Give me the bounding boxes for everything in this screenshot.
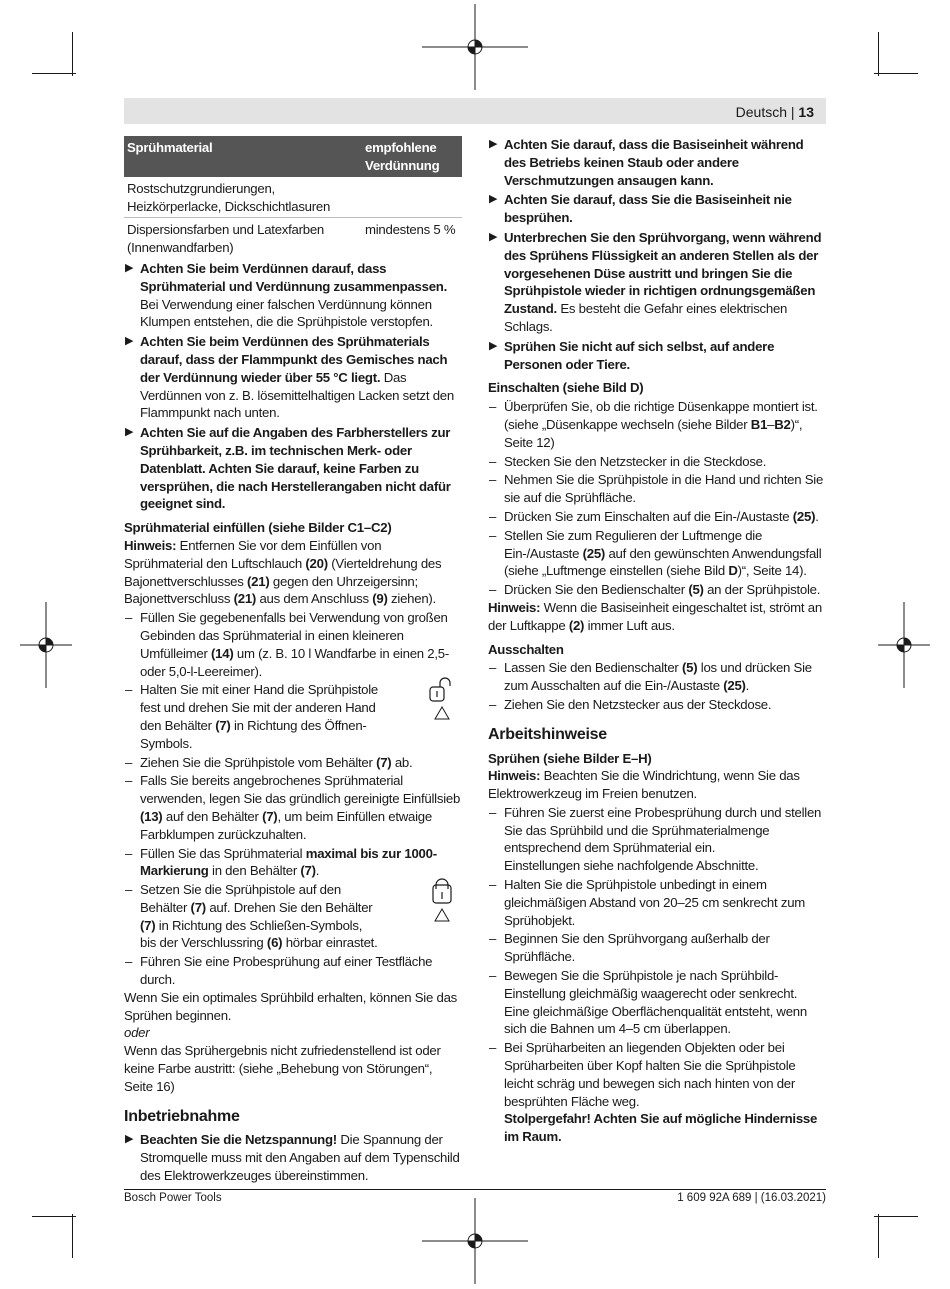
ref-number: (7): [262, 808, 278, 824]
paragraph: Wenn Sie ein optimales Sprühbild erhalten, können Sie das Sprühen beginnen.: [124, 989, 457, 1023]
step-item: [488, 930, 826, 966]
warning-item: [488, 191, 826, 227]
text: .: [315, 863, 320, 879]
warning-item: [488, 338, 826, 374]
step-item: [488, 1039, 826, 1146]
table-row: [124, 218, 462, 259]
footer-rule: [124, 1189, 826, 1190]
section-heading: Sprühmaterial einfüllen (siehe Bilder C1–C2): [124, 520, 392, 536]
dash-bullet: –: [489, 527, 497, 543]
step-item: [124, 772, 462, 843]
warning-item: [488, 136, 826, 189]
warning-text: Bei Verwendung einer falschen Verdünnung können Klumpen entstehen, die die Sprühpistole verstopfen.: [140, 296, 433, 330]
section-heading: Inbetriebnahme: [124, 1107, 240, 1125]
figure-ref: D: [728, 563, 738, 579]
warning-bold: Unterbrechen Sie den Sprühvorgang, wenn während des Sprühens Flüssigkeit an anderen Stellen als der vorgesehenen Düse austritt und bringen Sie die Sprühpistole wieder in richtigen ordnungsgemäßen Zustand.: [504, 229, 822, 317]
step-item: [488, 398, 826, 451]
warning-item: [124, 424, 462, 513]
warning-bold: Achten Sie darauf, dass die Basiseinheit während des Betriebs keinen Staub oder andere Verschmutzungen ansaugen kann.: [504, 137, 804, 188]
crop-mark: [72, 1214, 73, 1258]
section-heading: Ausschalten: [488, 641, 564, 657]
ref-number: (14): [211, 645, 234, 661]
section-heading: Sprühen (siehe Bilder E–H): [488, 750, 652, 766]
ref-number: (7): [140, 917, 156, 933]
text: hörbar einrastet.: [282, 935, 378, 951]
section-heading: Einschalten (siehe Bild D): [488, 380, 644, 396]
step-item: [124, 881, 462, 952]
ref-number: (21): [233, 591, 257, 607]
crop-mark: [32, 1216, 76, 1217]
emphasis: maximal bis zur 1000-Markierung: [140, 845, 437, 879]
triangle-bullet-icon: ▶: [125, 262, 134, 274]
crop-mark: [878, 32, 879, 76]
dash-bullet: –: [125, 954, 133, 970]
triangle-bullet-icon: ▶: [489, 230, 498, 243]
warning-item: [124, 1131, 462, 1184]
text: Bewegen Sie die Sprühpistole je nach Sprühbild-Einstellung gleichmäßig waagerecht oder senkrecht.: [504, 968, 798, 1001]
triangle-bullet-icon: ▶: [489, 138, 498, 150]
table-header: empfohlene Verdünnung: [362, 136, 462, 177]
dash-bullet: –: [489, 1040, 497, 1056]
page-number: 13: [798, 104, 814, 120]
warning-bold: Achten Sie beim Verdünnen darauf, dass Sprühmaterial und Verdünnung zusammenpassen.: [140, 261, 448, 294]
text: los und drücken Sie zum Ausschalten auf die Ein-/Austaste: [504, 660, 812, 694]
text: , um beim Einfüllen etwaige Farbklumpen zurückzuhalten.: [140, 808, 432, 842]
dash-bullet: –: [125, 773, 133, 789]
crop-mark: [72, 32, 73, 76]
text: Beachten Sie die Windrichtung, wenn Sie das Elektrowerkzeug im Freien benutzen.: [488, 768, 800, 802]
hinweis-paragraph: [124, 537, 462, 608]
step-item: [124, 754, 462, 772]
text: an der Sprühpistole.: [703, 582, 821, 598]
ref-number: (7): [190, 899, 206, 915]
dash-bullet: –: [125, 754, 133, 770]
text: .: [745, 678, 750, 694]
dash-bullet: –: [125, 610, 133, 626]
figure-ref: B1: [750, 416, 768, 432]
step-item: [488, 471, 826, 507]
ref-number: (21): [247, 573, 270, 589]
text: Lassen Sie den Bedienschalter: [504, 660, 682, 676]
text: Nehmen Sie die Sprühpistole in die Hand und richten Sie sie auf die Sprühfläche.: [504, 472, 824, 506]
ref-number: (25): [792, 508, 816, 524]
registration-mark-icon: [876, 600, 932, 690]
step-item: [124, 953, 462, 989]
warning-bold: Achten Sie beim Verdünnen des Sprühmaterials darauf, dass der Flammpunkt des Gemisches nach der Verdünnung wieder über 55 °C liegt.: [140, 334, 448, 385]
table-row: [124, 177, 462, 218]
warning-bold: Achten Sie darauf, dass Sie die Basiseinheit nie besprühen.: [504, 192, 792, 226]
text: Beginnen Sie den Sprühvorgang außerhalb der Sprühfläche.: [504, 931, 770, 965]
figure-ref: B2: [774, 416, 791, 432]
triangle-bullet-icon: ▶: [125, 426, 134, 439]
triangle-bullet-icon: ▶: [489, 339, 498, 352]
text: Führen Sie eine Probesprühung auf einer Testfläche durch.: [140, 954, 433, 988]
triangle-bullet-icon: ▶: [125, 335, 134, 348]
warning-bold: Achten Sie auf die Angaben des Farbherstellers zur Sprühbarkeit, z.B. im technischen Merk- oder Datenblatt. Achten Sie darauf, keine Farben zu versprühen, die nach Herstellerangaben nicht dafür geeignet sind.: [140, 425, 451, 512]
text: auf den Behälter: [162, 808, 263, 824]
ref-number: (25): [582, 545, 606, 561]
step-item: [124, 681, 462, 752]
text: Drücken Sie den Bedienschalter: [504, 582, 689, 598]
text: Füllen Sie gegebenenfalls bei Verwendung von großen Gebinden das Sprühmaterial in einen kleineren Umfülleimer: [140, 610, 448, 661]
step-item: [488, 876, 826, 929]
page-header-bar: [124, 98, 826, 124]
text: Bei Sprüharbeiten an liegenden Objekten oder bei Sprüharbeiten über Kopf halten Sie die Sprühpistole leicht schräg und bewegen sich nach hinten von der besprühten Fläche weg.: [504, 1040, 796, 1109]
registration-mark-icon: [420, 1196, 530, 1286]
text: Eine gleichmäßige Oberflächenqualität entsteht, wenn sich die Bahnen um 4–5 cm überlappen.: [504, 1003, 807, 1037]
text: in den Behälter: [208, 863, 301, 879]
text: ab.: [391, 754, 413, 770]
warning-text: Es besteht die Gefahr eines elektrischen Schlags.: [504, 301, 788, 334]
text: aus dem Anschluss: [256, 591, 373, 607]
text: Ziehen Sie den Netzstecker aus der Steckdose.: [504, 696, 772, 712]
ref-number: (5): [681, 660, 698, 676]
step-item: [488, 453, 826, 471]
table-cell: Dispersionsfarben und Latexfarben (Innenwandfarben): [127, 222, 325, 255]
text: ziehen).: [387, 591, 436, 607]
ref-number: (2): [568, 617, 585, 633]
header-separator: |: [790, 104, 795, 120]
table-header-row: [124, 136, 462, 177]
hinweis-label: Hinweis:: [124, 537, 177, 553]
warning-bold: Stolpergefahr! Achten Sie auf mögliche Hindernisse im Raum.: [504, 1111, 818, 1145]
dash-bullet: –: [489, 453, 497, 469]
text: gegen den Uhrzeigersinn; Bajonettverschluss: [124, 573, 418, 607]
text: )“, Seite 12): [504, 416, 803, 450]
text: Wenn die Basiseinheit eingeschaltet ist, strömt an der Luftkappe: [488, 599, 822, 633]
table-cell: Rostschutzgrundierungen, Heizkörperlacke, Dickschichtlasuren: [124, 177, 362, 218]
text: Führen Sie zuerst eine Probesprühung durch und stellen Sie das Sprühbild und die Sprühmaterialmenge entsprechend dem Sprühmaterial ein.: [504, 804, 822, 856]
text: Einstellungen siehe nachfolgende Abschnitte.: [504, 858, 759, 874]
step-item: [488, 659, 826, 695]
dash-bullet: –: [489, 877, 497, 893]
hinweis-label: Hinweis:: [488, 599, 541, 615]
registration-mark-icon: [420, 2, 530, 92]
registration-mark-icon: [18, 600, 74, 690]
step-item: [124, 845, 462, 881]
warning-bold: Beachten Sie die Netzspannung!: [140, 1132, 337, 1148]
dash-bullet: –: [489, 931, 497, 947]
crop-mark: [878, 1214, 879, 1258]
triangle-bullet-icon: ▶: [489, 193, 498, 206]
page-header: [736, 104, 814, 120]
crop-mark: [874, 1216, 918, 1217]
text: (Vierteldrehung des Bajonettverschlusses: [124, 555, 442, 589]
hinweis-paragraph: [488, 599, 826, 635]
lock-icon: [424, 875, 460, 925]
hinweis-label: Hinweis:: [488, 768, 541, 784]
dilution-table: [124, 136, 462, 258]
footer-left: Bosch Power Tools: [124, 1192, 222, 1204]
footer-right: 1 609 92A 689 | (16.03.2021): [677, 1192, 826, 1204]
dash-bullet: –: [489, 968, 497, 984]
warning-item: [124, 333, 462, 422]
section-heading: Arbeitshinweise: [488, 725, 607, 743]
ref-number: (20): [305, 555, 328, 571]
step-item: [488, 527, 826, 580]
unlock-icon: [424, 675, 460, 723]
dash-bullet: –: [125, 845, 133, 861]
text: Halten Sie die Sprühpistole unbedingt in einem gleichmäßigen Abstand von 20–25 cm senkrecht zum Sprühobjekt.: [504, 877, 806, 928]
hinweis-paragraph: [488, 767, 826, 803]
text: Halten Sie mit einer Hand die Sprühpistole fest und drehen Sie mit der anderen Hand den Behälter: [140, 682, 379, 733]
triangle-bullet-icon: ▶: [125, 1133, 134, 1146]
ref-number: (7): [300, 863, 316, 879]
warning-item: [488, 229, 826, 336]
step-item: [488, 508, 826, 526]
ref-number: (6): [266, 935, 283, 951]
warning-bold: Sprühen Sie nicht auf sich selbst, auf andere Personen oder Tiere.: [504, 338, 775, 372]
warning-item: [124, 260, 462, 331]
header-section: Deutsch: [735, 104, 787, 120]
step-item: [488, 967, 826, 1038]
warning-text: Das Verdünnen von z. B. lösemittelhaltigen Lacken setzt den Flammpunkt nach unten.: [140, 369, 454, 421]
dash-bullet: –: [489, 696, 497, 712]
left-column: [124, 136, 462, 1185]
step-item: [488, 804, 826, 875]
table-cell: mindestens 5 %: [365, 222, 456, 237]
ref-number: (7): [215, 717, 231, 733]
text: in Richtung des Schließen-Symbols, bis der Verschlussring: [140, 917, 363, 951]
dash-bullet: –: [125, 682, 133, 698]
text: Stellen Sie zum Regulieren der Luftmenge die Ein-/Austaste: [504, 527, 763, 561]
text: auf. Drehen Sie den Behälter: [205, 899, 373, 915]
warning-text: Die Spannung der Stromquelle muss mit den Angaben auf dem Typenschild des Elektrowerkzeuges übereinstimmen.: [140, 1132, 460, 1184]
dash-bullet: –: [489, 804, 497, 820]
text: Setzen Sie die Sprühpistole auf den Behälter: [140, 882, 341, 915]
paragraph-oder: oder: [124, 1025, 150, 1041]
text: in Richtung des Öffnen-Symbols.: [140, 717, 367, 751]
text: Füllen Sie das Sprühmaterial: [140, 845, 306, 861]
step-item: [488, 696, 826, 714]
step-item: [124, 609, 462, 680]
paragraph: Wenn das Sprühergebnis nicht zufriedenstellend ist oder keine Farbe austritt: (siehe „Behebung von Störungen“, Seite 16): [124, 1043, 441, 1094]
ref-number: (5): [688, 582, 704, 598]
dash-bullet: –: [489, 399, 497, 415]
dash-bullet: –: [125, 882, 133, 898]
text: –: [767, 416, 775, 432]
crop-mark: [874, 73, 918, 74]
right-column: [488, 136, 826, 1146]
text: )“, Seite 14).: [737, 563, 807, 579]
text: Falls Sie bereits angebrochenes Sprühmaterial verwenden, legen Sie das gründlich gereinigte Einfüllsieb: [140, 773, 461, 807]
crop-mark: [32, 73, 76, 74]
text: Drücken Sie zum Einschalten auf die Ein-/Austaste: [504, 508, 793, 524]
text: immer Luft aus.: [584, 617, 675, 633]
ref-number: (9): [372, 591, 388, 607]
text: Stecken Sie den Netzstecker in die Steckdose.: [504, 453, 767, 469]
text: Entfernen Sie vor dem Einfüllen von Sprühmaterial den Luftschlauch: [124, 537, 382, 571]
step-item: [488, 581, 826, 599]
text: Ziehen Sie die Sprühpistole vom Behälter: [140, 754, 377, 770]
dash-bullet: –: [489, 472, 497, 488]
text: .: [815, 508, 819, 524]
text: auf den gewünschten Anwendungsfall (siehe „Luftmenge einstellen (siehe Bild: [504, 545, 822, 579]
text: Überprüfen Sie, ob die richtige Düsenkappe montiert ist. (siehe „Düsenkappe wechseln (siehe Bilder: [504, 399, 818, 432]
dash-bullet: –: [489, 660, 497, 676]
dash-bullet: –: [489, 582, 497, 598]
ref-number: (7): [376, 754, 392, 770]
text: um (z. B. 10 l Wandfarbe in einen 2,5- oder 5,0-l-Leereimer).: [140, 645, 449, 679]
table-header: Sprühmaterial: [124, 136, 362, 177]
table-cell: [362, 177, 462, 218]
ref-number: (13): [140, 808, 163, 824]
dash-bullet: –: [489, 508, 497, 524]
ref-number: (25): [723, 678, 746, 694]
